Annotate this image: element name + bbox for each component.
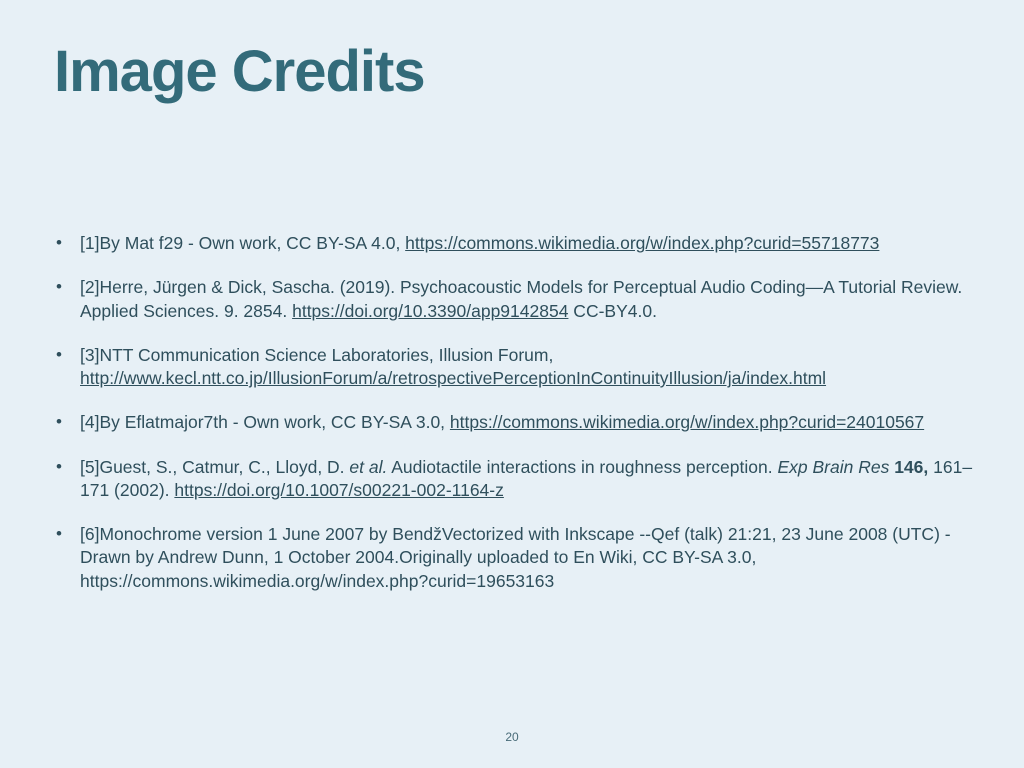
credit-text: Audiotactile interactions in roughness perception. bbox=[387, 456, 778, 477]
credit-text: [4]By Eflatmajor7th - Own work, CC BY-SA 3.0, bbox=[80, 412, 450, 433]
list-item bbox=[48, 276, 978, 323]
credit-text: 161–171 (2002). bbox=[80, 456, 973, 500]
credit-emphasis: Exp Brain Res bbox=[777, 456, 890, 477]
credit-link[interactable]: http://www.kecl.ntt.co.jp/IllusionForum/a/retrospectivePerceptionInContinuityIllusion/ja/index.html bbox=[80, 368, 827, 389]
credit-text: [6]Monochrome version 1 June 2007 by BendžVectorized with Inkscape --Qef (talk) 21:21, 23 June 2008 (UTC) - Drawn by Andrew Dunn, 1 October 2004.Originally uploaded to En Wiki, CC BY-SA 3.0, bbox=[80, 524, 951, 568]
credit-link[interactable]: https://doi.org/10.3390/app9142854 bbox=[292, 300, 569, 321]
credit-link[interactable]: https://commons.wikimedia.org/w/index.php?curid=55718773 bbox=[405, 233, 880, 253]
credit-text: [5]Guest, S., Catmur, C., Lloyd, D. bbox=[80, 456, 350, 477]
list-item bbox=[48, 456, 978, 503]
list-item bbox=[48, 232, 978, 255]
credit-text: [3]NTT Communication Science Laboratories, Illusion Forum, bbox=[80, 344, 554, 365]
list-item bbox=[48, 411, 978, 434]
credit-text: CC-BY4.0. bbox=[568, 300, 657, 321]
credit-text: [2]Herre, Jürgen & Dick, Sascha. (2019). Psychoacoustic Models for Perceptual Audio Coding—A Tutorial Review. Applied Sciences. 9. 2854. bbox=[80, 277, 963, 321]
credit-link[interactable]: https://doi.org/10.1007/s00221-002-1164-z bbox=[174, 479, 504, 500]
credit-text: [1]By Mat f29 - Own work, CC BY-SA 4.0, bbox=[80, 233, 406, 253]
page-title: Image Credits bbox=[54, 39, 425, 104]
credit-emphasis: et al. bbox=[349, 456, 388, 477]
page-number: 20 bbox=[505, 730, 519, 744]
image-credits-list bbox=[48, 232, 978, 614]
credit-link[interactable]: https://commons.wikimedia.org/w/index.php?curid=24010567 bbox=[449, 412, 925, 433]
credit-url-text: https://commons.wikimedia.org/w/index.php?curid=19653163 bbox=[80, 570, 555, 591]
credit-volume: 146, bbox=[894, 456, 929, 477]
list-item bbox=[48, 523, 978, 593]
list-item bbox=[48, 344, 978, 391]
